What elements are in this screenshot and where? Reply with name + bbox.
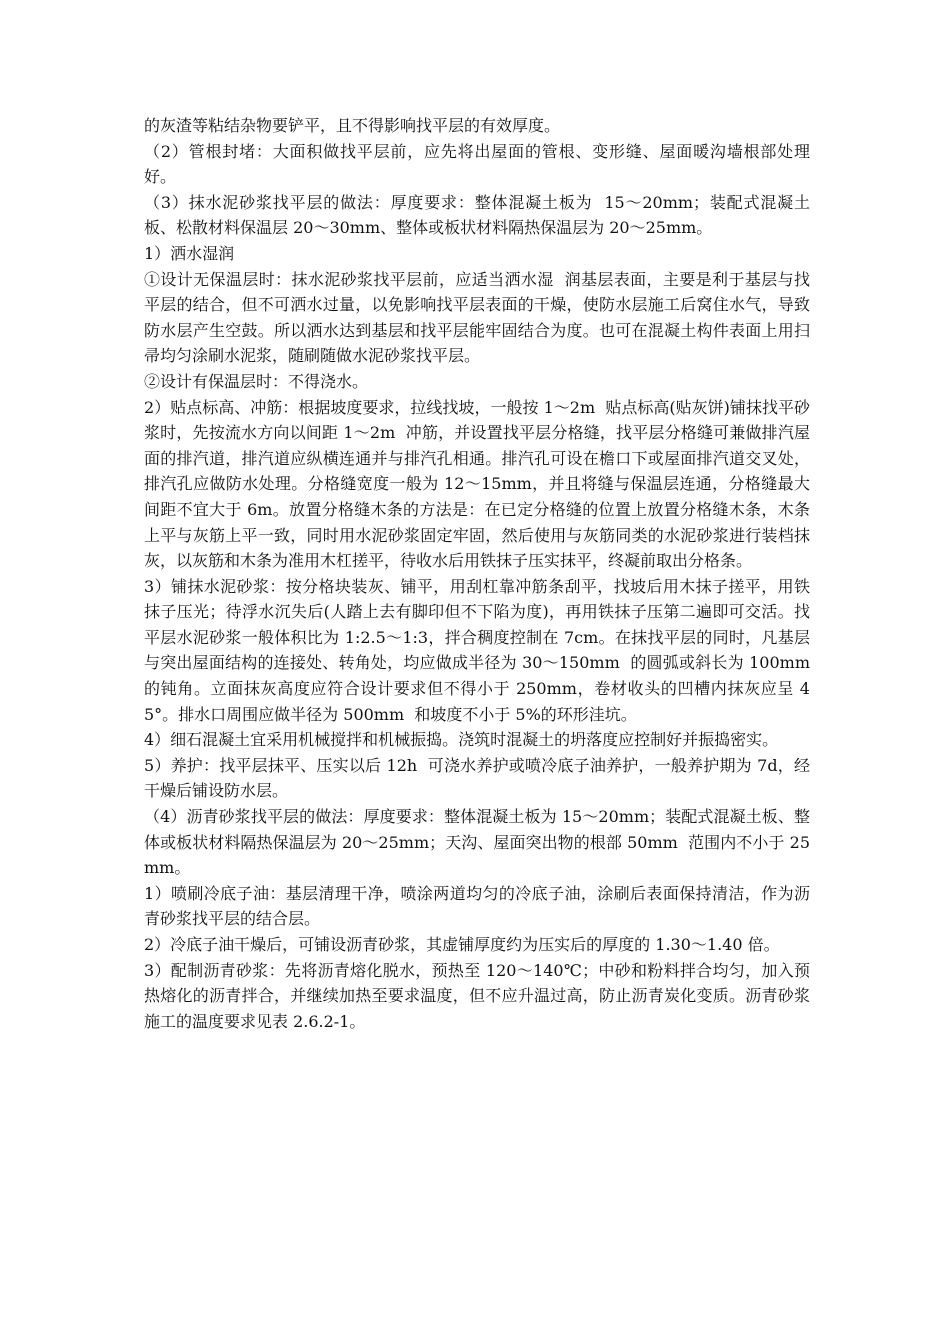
paragraph-cement-mortar-leveling: （3）抹水泥砂浆找平层的做法：厚度要求：整体混凝土板为 15～20mm；装配式混凝土板、松散材料保温层 20～30mm、整体或板状材料隔热保温层为 20～25mm。 bbox=[144, 192, 810, 238]
paragraph-asphalt-mortar-leveling: （4）沥青砂浆找平层的做法：厚度要求：整体混凝土板为 15～20mm；装配式混凝土板、整体或板状材料隔热保温层为 20～25mm；天沟、屋面突出物的根部 50mm 范围内不小于 25mm。 bbox=[144, 807, 810, 878]
paragraph-prepare-asphalt-mortar: 3）配制沥青砂浆：先将沥青熔化脱水，预热至 120～140℃；中砂和粉料拌合均匀，加入预热熔化的沥青拌合，并继续加热至要求温度，但不应升温过高，防止沥青炭化变质。沥青砂浆施工的温度要求见表 2.6.2-1。 bbox=[144, 960, 810, 1031]
paragraph-spread-mortar: 3）铺抹水泥砂浆：按分格块装灰、铺平，用刮杠靠冲筋条刮平，找坡后用木抹子搓平，用铁抹子压光；待浮水沉失后(人踏上去有脚印但不下陷为度)，再用铁抹子压第二遍即可交活。找平层水泥砂浆一般体积比为 1:2.5～1:3，拌合稠度控制在 7cm。在抹找平层的同时，凡基层与突出屋面结构的连接处、转角处，均应做成半径为 30～150mm 的圆弧或斜长为 100mm 的钝角。立面抹灰高度应符合设计要求但不得小于 250mm，卷材收头的凹槽内抹灰应呈 45°。排水口周围应做半径为 500mm 和坡度不小于 5%的环形洼坑。 bbox=[144, 576, 821, 724]
paragraph-continuation: 的灰渣等粘结杂物要铲平，且不得影响找平层的有效厚度。 bbox=[144, 116, 561, 135]
paragraph-pipe-root-sealing: （2）管根封堵：大面积做找平层前，应先将出屋面的管根、变形缝、屋面暖沟墙根部处理好。 bbox=[144, 141, 810, 187]
document-body bbox=[144, 113, 821, 1034]
paragraph-no-insulation: ①设计无保温层时：抹水泥砂浆找平层前，应适当洒水湿 润基层表面，主要是利于基层与找平层的结合，但不可洒水过量，以免影响找平层表面的干燥，使防水层施工后窝住水气，导致防水层产生空鼓。所以洒水达到基层和找平层能牢固结合为度。也可在混凝土构件表面上用扫帚均匀涂刷水泥浆，随刷随做水泥砂浆找平层。 bbox=[144, 269, 810, 366]
paragraph-with-insulation: ②设计有保温层时：不得浇水。 bbox=[144, 371, 369, 391]
paragraph-fine-concrete: 4）细石混凝土宜采用机械搅拌和机械振捣。浇筑时混凝土的坍落度应控制好并振捣密实。 bbox=[144, 730, 779, 750]
paragraph-elevation-screeding: 2）贴点标高、冲筋：根据坡度要求，拉线找坡，一般按 1～2m 贴点标高(贴灰饼)铺抹找平砂浆时，先按流水方向以间距 1～2m 冲筋，并设置找平层分格缝，找平层分格缝可兼做排汽屋面的排汽道，排汽道应纵横连通并与排汽孔相通。排汽孔可设在檐口下或屋面排汽道交叉处，排汽孔应做防水处理。分格缝宽度一般为 12～15mm，并且将缝与保温层连通，分格缝最大间距不宜大于 6m。放置分格缝木条的方法是：在已定分格缝的位置上放置分格缝木条，木条上平与灰筋上平一致，同时用水泥砂浆固定牢固，然后使用与灰筋同类的水泥砂浆进行装档抹灰，以灰筋和木条为准用木杠搓平，待收水后用铁抹子压实抹平，终凝前取出分格条。 bbox=[144, 397, 810, 571]
paragraph-cold-primer: 1）喷刷冷底子油：基层清理干净，喷涂两道均匀的冷底子油，涂刷后表面保持清洁，作为沥青砂浆找平层的结合层。 bbox=[144, 883, 810, 929]
paragraph-lay-asphalt-mortar: 2）冷底子油干燥后，可铺设沥青砂浆，其虚铺厚度约为压实后的厚度的 1.30～1.40 倍。 bbox=[144, 935, 780, 954]
paragraph-sprinkle-water: 1）洒水湿润 bbox=[144, 243, 235, 263]
paragraph-curing: 5）养护：找平层抹平、压实以后 12h 可浇水养护或喷冷底子油养护，一般养护期为 7d，经干燥后铺设防水层。 bbox=[144, 755, 810, 801]
